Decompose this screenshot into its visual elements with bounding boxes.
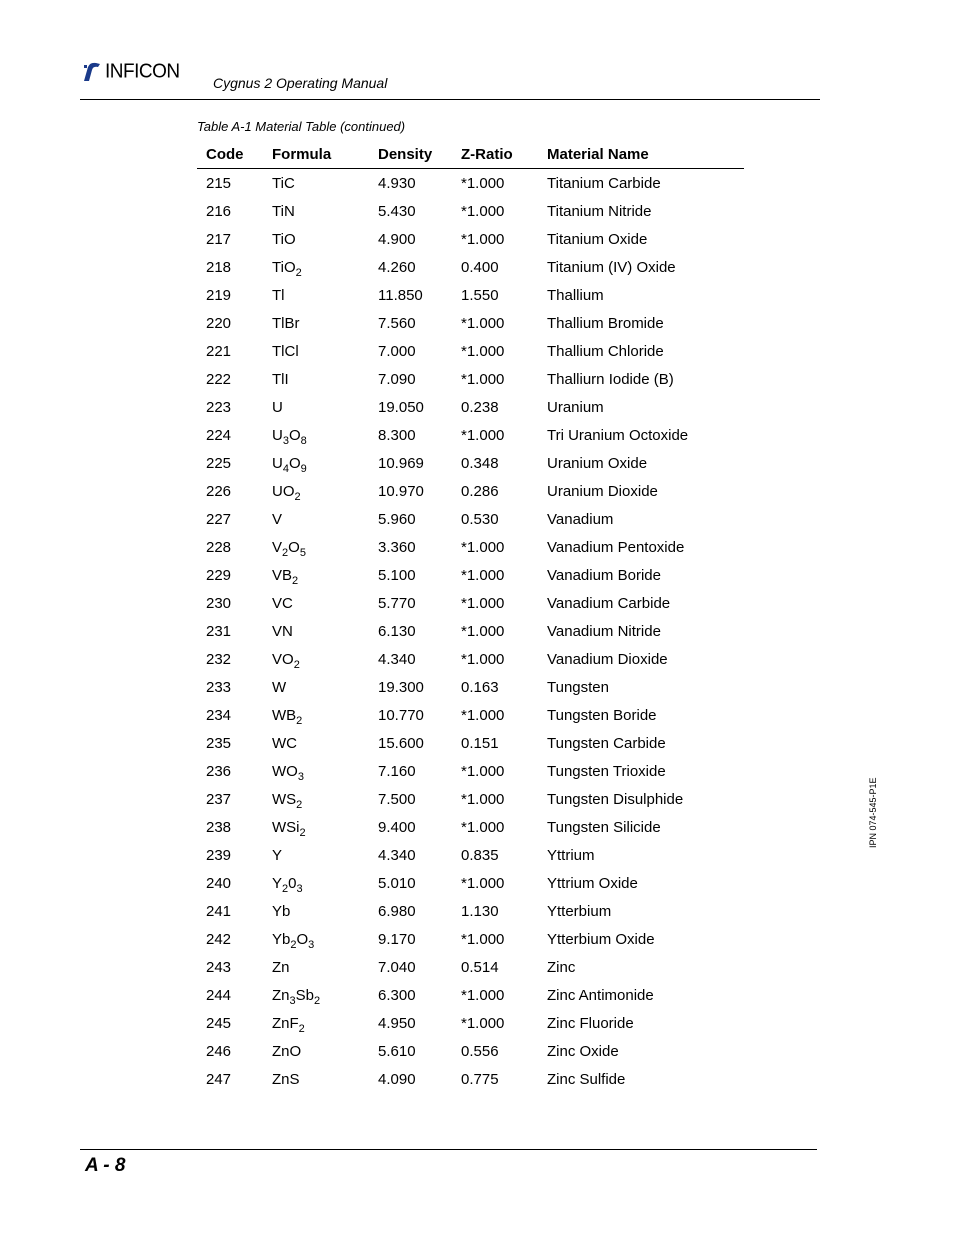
cell-z-ratio: 0.530	[461, 510, 499, 528]
cell-z-ratio: *1.000	[461, 230, 505, 248]
cell-formula	[272, 869, 378, 897]
cell-formula	[272, 617, 378, 645]
cell-code: 231	[206, 622, 232, 640]
formula-part: V	[272, 538, 283, 556]
cell-material-name: Tungsten Boride	[547, 706, 657, 724]
formula-part: VO	[272, 650, 294, 668]
cell-formula	[272, 225, 378, 253]
cell-code: 223	[206, 398, 232, 416]
table-row	[197, 897, 744, 925]
table-row	[197, 813, 744, 841]
table-row	[197, 393, 744, 421]
column-header-formula: Formula	[272, 140, 378, 169]
table-row	[197, 589, 744, 617]
cell-material-name: Yttrium	[547, 846, 595, 864]
cell-z-ratio: 1.550	[461, 286, 499, 304]
cell-density: 10.970	[378, 482, 424, 500]
cell-z-ratio: *1.000	[461, 986, 505, 1004]
cell-density: 5.770	[378, 594, 416, 612]
table-row	[197, 925, 744, 953]
cell-code: 247	[206, 1070, 232, 1088]
ipn-side-label: IPN 074-545-P1E	[868, 777, 878, 848]
formula-part: Y	[272, 846, 283, 864]
cell-material-name: Uranium	[547, 398, 604, 416]
cell-code: 220	[206, 314, 232, 332]
formula-part: Y	[272, 874, 283, 892]
formula-part: U	[272, 398, 283, 416]
column-header-code: Code	[197, 140, 272, 169]
cell-material-name: Uranium Oxide	[547, 454, 648, 472]
formula-subscript: 2	[282, 546, 289, 559]
cell-formula	[272, 925, 378, 953]
formula-subscript: 2	[293, 658, 300, 671]
formula-subscript: 2	[299, 826, 306, 839]
cell-material-name: Zinc	[547, 958, 576, 976]
cell-z-ratio: *1.000	[461, 762, 505, 780]
cell-density: 5.010	[378, 874, 416, 892]
table-row	[197, 533, 744, 561]
cell-material-name: Thallium	[547, 286, 604, 304]
formula-subscript: 4	[282, 462, 289, 475]
inficon-logo	[82, 61, 180, 83]
formula-subscript: 2	[296, 714, 303, 727]
table-row	[197, 253, 744, 281]
cell-material-name: Titanium (IV) Oxide	[547, 258, 676, 276]
column-header-density: Density	[378, 140, 461, 169]
cell-z-ratio: *1.000	[461, 202, 505, 220]
formula-part: Yb	[272, 902, 291, 920]
formula-part: VC	[272, 594, 293, 612]
cell-density: 10.969	[378, 454, 424, 472]
cell-code: 245	[206, 1014, 232, 1032]
cell-z-ratio: 0.514	[461, 958, 499, 976]
cell-code: 218	[206, 258, 232, 276]
formula-subscript: 2	[290, 938, 297, 951]
table-row	[197, 953, 744, 981]
cell-code: 239	[206, 846, 232, 864]
cell-density: 19.300	[378, 678, 424, 696]
cell-formula	[272, 309, 378, 337]
cell-z-ratio: 0.835	[461, 846, 499, 864]
cell-material-name: Vanadium Nitride	[547, 622, 661, 640]
formula-part: O	[288, 538, 300, 556]
cell-density: 7.500	[378, 790, 416, 808]
cell-z-ratio: *1.000	[461, 1014, 505, 1032]
formula-part: TiN	[272, 202, 295, 220]
cell-density: 9.400	[378, 818, 416, 836]
cell-code: 222	[206, 370, 232, 388]
formula-part: TiC	[272, 174, 295, 192]
cell-material-name: Tungsten Carbide	[547, 734, 666, 752]
table-header-row	[197, 140, 744, 169]
table-row	[197, 337, 744, 365]
cell-density: 10.770	[378, 706, 424, 724]
cell-formula	[272, 281, 378, 309]
formula-subscript: 2	[292, 574, 299, 587]
formula-subscript: 2	[294, 490, 301, 503]
cell-material-name: Yttrium Oxide	[547, 874, 638, 892]
cell-z-ratio: *1.000	[461, 622, 505, 640]
cell-formula	[272, 1009, 378, 1037]
formula-subscript: 3	[296, 882, 303, 895]
cell-formula	[272, 421, 378, 449]
cell-formula	[272, 673, 378, 701]
cell-formula	[272, 813, 378, 841]
cell-density: 5.100	[378, 566, 416, 584]
formula-part: WC	[272, 734, 297, 752]
cell-z-ratio: *1.000	[461, 426, 505, 444]
cell-z-ratio: *1.000	[461, 874, 505, 892]
cell-z-ratio: *1.000	[461, 538, 505, 556]
formula-part: TlCl	[272, 342, 299, 360]
table-row	[197, 1009, 744, 1037]
formula-subscript: 3	[308, 938, 315, 951]
cell-code: 244	[206, 986, 232, 1004]
cell-z-ratio: 0.163	[461, 678, 499, 696]
cell-material-name: Vanadium Boride	[547, 566, 661, 584]
formula-part: Tl	[272, 286, 285, 304]
formula-part: U	[272, 426, 283, 444]
cell-code: 224	[206, 426, 232, 444]
cell-z-ratio: *1.000	[461, 174, 505, 192]
formula-part: U	[272, 454, 283, 472]
cell-code: 226	[206, 482, 232, 500]
cell-density: 6.300	[378, 986, 416, 1004]
formula-part: V	[272, 510, 283, 528]
table-caption: Table A-1 Material Table (continued)	[197, 119, 406, 134]
cell-formula	[272, 365, 378, 393]
cell-formula	[272, 841, 378, 869]
formula-part: ZnS	[272, 1070, 300, 1088]
cell-code: 237	[206, 790, 232, 808]
formula-part: TiO	[272, 230, 296, 248]
formula-part: TiO	[272, 258, 296, 276]
document-title: Cygnus 2 Operating Manual	[213, 75, 388, 91]
cell-formula	[272, 897, 378, 925]
table-row	[197, 981, 744, 1009]
cell-density: 7.560	[378, 314, 416, 332]
cell-density: 5.960	[378, 510, 416, 528]
table-row	[197, 701, 744, 729]
table-row	[197, 1037, 744, 1065]
cell-density: 6.130	[378, 622, 416, 640]
column-header-material-name: Material Name	[547, 140, 744, 169]
formula-part: O	[296, 930, 309, 948]
formula-part: Zn	[272, 986, 290, 1004]
cell-material-name: Tri Uranium Octoxide	[547, 426, 689, 444]
table-row	[197, 169, 744, 198]
cell-density: 8.300	[378, 426, 416, 444]
cell-z-ratio: *1.000	[461, 930, 505, 948]
cell-code: 230	[206, 594, 232, 612]
cell-material-name: Thalliurn Iodide (B)	[547, 370, 674, 388]
formula-part: O	[288, 426, 301, 444]
cell-code: 225	[206, 454, 232, 472]
formula-part: Zn	[272, 958, 290, 976]
cell-formula	[272, 561, 378, 589]
cell-material-name: Thallium Bromide	[547, 314, 664, 332]
formula-part: WS	[272, 790, 297, 808]
cell-z-ratio: 0.775	[461, 1070, 499, 1088]
inficon-logo-icon	[82, 61, 102, 83]
cell-density: 4.930	[378, 174, 416, 192]
cell-code: 221	[206, 342, 232, 360]
table-row	[197, 1065, 744, 1093]
cell-material-name: Titanium Oxide	[547, 230, 648, 248]
page-number: A - 8	[85, 1155, 126, 1176]
formula-subscript: 2	[314, 994, 321, 1007]
cell-material-name: Ytterbium Oxide	[547, 930, 655, 948]
table-row	[197, 225, 744, 253]
cell-density: 4.090	[378, 1070, 416, 1088]
cell-z-ratio: *1.000	[461, 314, 505, 332]
formula-part: VB	[272, 566, 293, 584]
cell-material-name: Tungsten Silicide	[547, 818, 661, 836]
formula-part: TlI	[272, 370, 289, 388]
formula-subscript: 3	[282, 434, 289, 447]
cell-material-name: Vanadium	[547, 510, 614, 528]
table-row	[197, 449, 744, 477]
formula-subscript: 8	[300, 434, 307, 447]
formula-subscript: 2	[298, 1022, 305, 1035]
footer-rule	[80, 1149, 817, 1150]
cell-density: 5.610	[378, 1042, 416, 1060]
cell-formula	[272, 393, 378, 421]
formula-part: WO	[272, 762, 298, 780]
cell-code: 229	[206, 566, 232, 584]
cell-code: 241	[206, 902, 232, 920]
column-header-z-ratio: Z-Ratio	[461, 140, 547, 169]
table-row	[197, 729, 744, 757]
cell-formula	[272, 253, 378, 281]
cell-z-ratio: *1.000	[461, 650, 505, 668]
cell-density: 4.340	[378, 846, 416, 864]
formula-part: WSi	[272, 818, 300, 836]
cell-formula	[272, 169, 378, 198]
table-row	[197, 645, 744, 673]
cell-z-ratio: 0.556	[461, 1042, 499, 1060]
table-row	[197, 505, 744, 533]
cell-material-name: Zinc Antimonide	[547, 986, 654, 1004]
cell-code: 242	[206, 930, 232, 948]
cell-formula	[272, 449, 378, 477]
cell-material-name: Ytterbium	[547, 902, 612, 920]
cell-code: 216	[206, 202, 232, 220]
cell-code: 246	[206, 1042, 232, 1060]
table-row	[197, 197, 744, 225]
cell-z-ratio: *1.000	[461, 818, 505, 836]
cell-z-ratio: 0.238	[461, 398, 499, 416]
cell-code: 235	[206, 734, 232, 752]
formula-subscript: 2	[295, 266, 302, 279]
cell-formula	[272, 505, 378, 533]
formula-part: Sb	[295, 986, 314, 1004]
cell-formula	[272, 1037, 378, 1065]
cell-material-name: Vanadium Carbide	[547, 594, 671, 612]
cell-formula	[272, 729, 378, 757]
cell-material-name: Tungsten Trioxide	[547, 762, 666, 780]
cell-density: 7.000	[378, 342, 416, 360]
table-row	[197, 673, 744, 701]
cell-z-ratio: 0.400	[461, 258, 499, 276]
cell-formula	[272, 785, 378, 813]
cell-material-name: Zinc Sulfide	[547, 1070, 626, 1088]
table-row	[197, 617, 744, 645]
formula-part: ZnO	[272, 1042, 302, 1060]
formula-part: W	[272, 678, 287, 696]
header-rule	[80, 99, 820, 100]
formula-part: VN	[272, 622, 293, 640]
cell-formula	[272, 701, 378, 729]
table-row	[197, 365, 744, 393]
cell-density: 11.850	[378, 286, 423, 304]
formula-part: WB	[272, 706, 297, 724]
cell-code: 233	[206, 678, 232, 696]
cell-density: 19.050	[378, 398, 424, 416]
cell-z-ratio: *1.000	[461, 790, 505, 808]
cell-formula	[272, 953, 378, 981]
cell-density: 4.340	[378, 650, 416, 668]
cell-z-ratio: *1.000	[461, 342, 505, 360]
cell-formula	[272, 645, 378, 673]
cell-material-name: Zinc Oxide	[547, 1042, 619, 1060]
table-row	[197, 869, 744, 897]
cell-z-ratio: *1.000	[461, 706, 505, 724]
table-row	[197, 477, 744, 505]
cell-material-name: Titanium Nitride	[547, 202, 652, 220]
formula-subscript: 3	[297, 770, 304, 783]
table-row	[197, 421, 744, 449]
cell-formula	[272, 477, 378, 505]
cell-code: 238	[206, 818, 232, 836]
cell-formula	[272, 533, 378, 561]
cell-density: 3.360	[378, 538, 416, 556]
cell-density: 15.600	[378, 734, 424, 752]
formula-part: O	[288, 454, 301, 472]
cell-code: 240	[206, 874, 232, 892]
cell-formula	[272, 197, 378, 225]
formula-subscript: 3	[289, 994, 296, 1007]
cell-material-name: Tungsten	[547, 678, 609, 696]
cell-formula	[272, 757, 378, 785]
material-table	[197, 140, 744, 1093]
cell-density: 7.090	[378, 370, 416, 388]
cell-formula	[272, 337, 378, 365]
table-row	[197, 561, 744, 589]
cell-z-ratio: *1.000	[461, 370, 505, 388]
cell-z-ratio: 1.130	[461, 902, 499, 920]
cell-material-name: Titanium Carbide	[547, 174, 661, 192]
cell-density: 5.430	[378, 202, 416, 220]
logo-text: INFICON	[105, 60, 180, 83]
cell-density: 6.980	[378, 902, 416, 920]
cell-code: 234	[206, 706, 232, 724]
formula-part: TlBr	[272, 314, 300, 332]
formula-subscript: 2	[282, 882, 289, 895]
cell-material-name: Zinc Fluoride	[547, 1014, 634, 1032]
cell-formula	[272, 981, 378, 1009]
cell-code: 227	[206, 510, 232, 528]
formula-subscript: 5	[299, 546, 306, 559]
cell-density: 7.040	[378, 958, 416, 976]
cell-code: 228	[206, 538, 232, 556]
cell-z-ratio: 0.151	[461, 734, 499, 752]
cell-density: 7.160	[378, 762, 416, 780]
formula-part: ZnF	[272, 1014, 299, 1032]
cell-code: 232	[206, 650, 232, 668]
cell-formula	[272, 589, 378, 617]
formula-subscript: 9	[300, 462, 307, 475]
cell-material-name: Tungsten Disulphide	[547, 790, 684, 808]
cell-z-ratio: 0.286	[461, 482, 499, 500]
cell-material-name: Uranium Dioxide	[547, 482, 658, 500]
cell-density: 4.900	[378, 230, 416, 248]
cell-formula	[272, 1065, 378, 1093]
table-row	[197, 309, 744, 337]
cell-z-ratio: *1.000	[461, 566, 505, 584]
cell-code: 243	[206, 958, 232, 976]
cell-material-name: Thallium Chloride	[547, 342, 664, 360]
cell-code: 219	[206, 286, 232, 304]
formula-subscript: 2	[296, 798, 303, 811]
cell-material-name: Vanadium Dioxide	[547, 650, 668, 668]
table-row	[197, 841, 744, 869]
cell-code: 215	[206, 174, 232, 192]
cell-z-ratio: *1.000	[461, 594, 505, 612]
cell-code: 217	[206, 230, 232, 248]
cell-material-name: Vanadium Pentoxide	[547, 538, 685, 556]
cell-density: 9.170	[378, 930, 416, 948]
cell-code: 236	[206, 762, 232, 780]
table-row	[197, 281, 744, 309]
cell-density: 4.950	[378, 1014, 416, 1032]
cell-density: 4.260	[378, 258, 416, 276]
table-row	[197, 785, 744, 813]
formula-part: UO	[272, 482, 295, 500]
table-row	[197, 757, 744, 785]
formula-part: Yb	[272, 930, 291, 948]
formula-part: 0	[288, 874, 297, 892]
cell-z-ratio: 0.348	[461, 454, 499, 472]
